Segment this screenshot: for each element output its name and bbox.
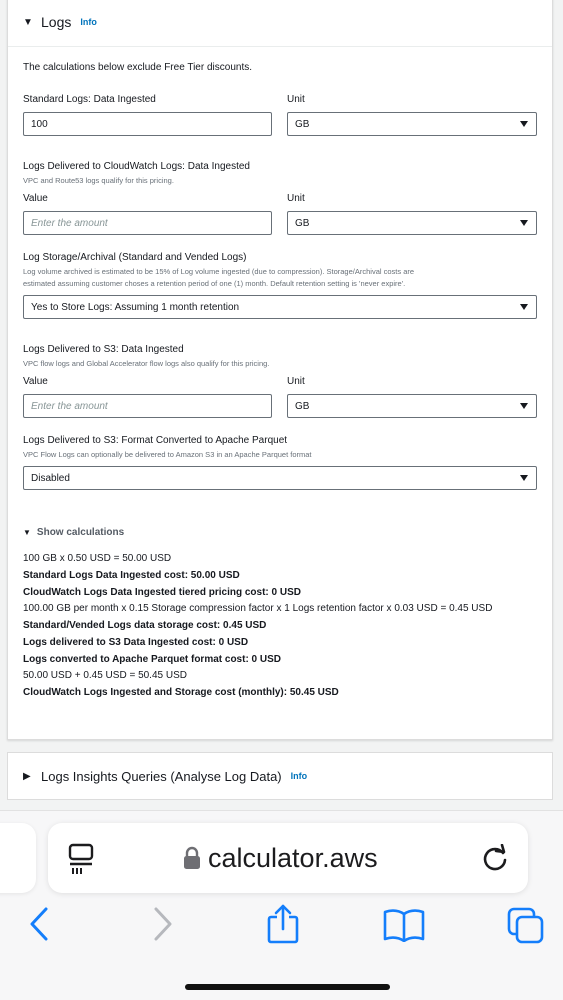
cloudwatch-amount-input[interactable]: Enter the amount — [23, 211, 272, 235]
select-value: GB — [295, 118, 310, 130]
caret-down-icon — [520, 403, 528, 409]
s3-amount-input[interactable]: Enter the amount — [23, 394, 272, 418]
logs-insights-title: Logs Insights Queries (Analyse Log Data) — [41, 768, 282, 784]
info-link[interactable]: Info — [80, 17, 97, 27]
caret-right-icon: ▶ — [23, 770, 31, 782]
value-label: Value — [23, 193, 48, 204]
tabs-icon[interactable] — [506, 906, 546, 946]
logs-insights-header[interactable] — [23, 762, 307, 790]
logs-insights-panel — [7, 752, 553, 800]
previous-tab-preview[interactable] — [0, 823, 36, 893]
calc-line: 100.00 GB per month x 0.15 Storage compression factor x 1 Logs retention factor x 0.03 USD = 0.45 USD — [23, 603, 493, 614]
select-value: GB — [295, 400, 310, 412]
calc-line: Standard Logs Data Ingested cost: 50.00 USD — [23, 570, 240, 581]
standard-logs-input[interactable]: 100 — [23, 112, 272, 136]
calc-line: 50.00 USD + 0.45 USD = 50.45 USD — [23, 670, 187, 681]
logs-panel-title: Logs — [41, 14, 72, 30]
calc-line: CloudWatch Logs Data Ingested tiered pricing cost: 0 USD — [23, 587, 301, 598]
parquet-select[interactable] — [23, 466, 537, 490]
parquet-label: Logs Delivered to S3: Format Converted to Apache Parquet — [23, 435, 288, 446]
calc-line: CloudWatch Logs Ingested and Storage cost (monthly): 50.45 USD — [23, 687, 339, 698]
reload-icon[interactable] — [480, 844, 510, 874]
divider — [8, 46, 552, 47]
unit-label: Unit — [287, 193, 305, 204]
share-icon[interactable] — [265, 903, 301, 945]
info-link[interactable]: Info — [290, 771, 308, 781]
select-value: GB — [295, 217, 310, 229]
log-storage-select[interactable] — [23, 295, 537, 319]
cloudwatch-logs-hint: VPC and Route53 logs qualify for this pricing. — [23, 176, 174, 185]
caret-down-icon — [520, 475, 528, 481]
value-label: Value — [23, 376, 48, 387]
browser-bottom-bar — [0, 810, 563, 1000]
calc-line: Logs converted to Apache Parquet format cost: 0 USD — [23, 654, 282, 665]
caret-down-icon — [520, 304, 528, 310]
standard-logs-label: Standard Logs: Data Ingested — [23, 94, 156, 105]
forward-icon — [150, 906, 176, 942]
reader-icon[interactable] — [66, 843, 96, 875]
log-storage-hint-2: estimated assuming customer choses a retention period of one (1) month. Default retention setting is 'never expire'. — [23, 279, 406, 288]
caret-down-icon — [520, 220, 528, 226]
logs-panel-header[interactable] — [23, 8, 97, 36]
caret-down-icon: ▼ — [23, 16, 33, 28]
show-calculations-label: Show calculations — [36, 527, 125, 538]
cloudwatch-logs-label: Logs Delivered to CloudWatch Logs: Data Ingested — [23, 161, 250, 172]
bookmarks-icon[interactable] — [383, 908, 425, 942]
calc-line: Logs delivered to S3 Data Ingested cost: 0 USD — [23, 637, 249, 648]
log-storage-hint-1: Log volume archived is estimated to be 15% of Log volume ingested (due to compression). Storage/Archival costs are — [23, 267, 415, 276]
parquet-hint: VPC Flow Logs can optionally be delivered to Amazon S3 in an Apache Parquet format — [23, 450, 312, 459]
select-value: Yes to Store Logs: Assuming 1 month retention — [31, 301, 240, 313]
caret-down-icon: ▼ — [23, 528, 31, 537]
log-storage-label: Log Storage/Archival (Standard and Vended Logs) — [23, 252, 247, 263]
unit-label: Unit — [287, 94, 305, 105]
calc-line: Standard/Vended Logs data storage cost: 0.45 USD — [23, 620, 267, 631]
s3-unit-select[interactable] — [287, 394, 537, 418]
caret-down-icon — [520, 121, 528, 127]
cloudwatch-unit-select[interactable] — [287, 211, 537, 235]
standard-logs-unit-select[interactable] — [287, 112, 537, 136]
address-bar[interactable] — [48, 823, 528, 893]
logs-panel — [7, 0, 553, 740]
calc-line: 100 GB x 0.50 USD = 50.00 USD — [23, 553, 172, 564]
lock-icon — [183, 846, 201, 870]
s3-logs-label: Logs Delivered to S3: Data Ingested — [23, 344, 184, 355]
s3-logs-hint: VPC flow logs and Global Accelerator flow logs also qualify for this pricing. — [23, 359, 270, 368]
unit-label: Unit — [287, 376, 305, 387]
free-tier-note: The calculations below exclude Free Tier discounts. — [23, 62, 253, 73]
show-calculations-toggle[interactable] — [23, 527, 124, 538]
select-value: Disabled — [31, 472, 70, 484]
home-indicator[interactable] — [185, 984, 390, 990]
back-icon[interactable] — [26, 906, 52, 942]
url-text: calculator.aws — [208, 843, 378, 873]
